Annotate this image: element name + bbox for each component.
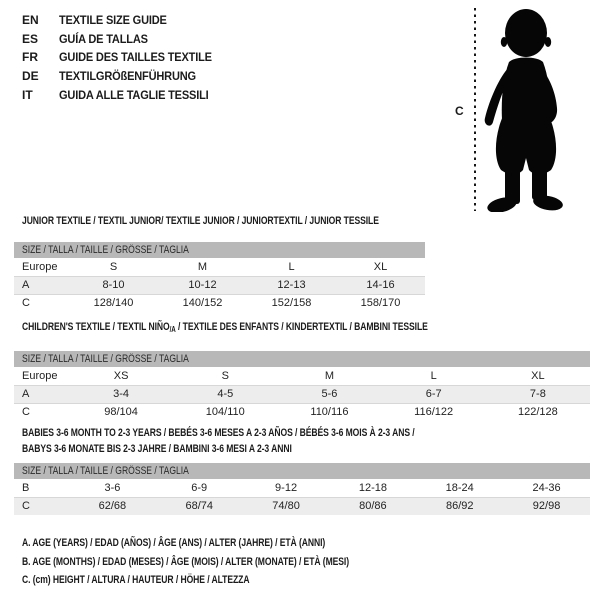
language-row (22, 30, 225, 49)
size-header-text: SIZE / TALLA / TAILLE / GRÖSSE / TAGLIA (22, 465, 189, 477)
row-label: Europe (14, 367, 69, 385)
row-value: M (277, 367, 381, 385)
baby-silhouette-icon (480, 6, 572, 212)
row-value: 68/74 (156, 497, 243, 515)
row-value: 152/158 (271, 297, 312, 310)
row-value: 6-7 (382, 385, 486, 403)
size-header-cell (14, 242, 425, 258)
row-value: 104/110 (205, 406, 245, 419)
section-title-text: /A (169, 325, 176, 334)
row-label: Europe (14, 258, 69, 276)
section-title-line (22, 425, 465, 441)
row-value: 6-9 (156, 479, 243, 497)
section-title-line (22, 319, 465, 338)
section-title-text: JUNIOR TEXTILE / TEXTIL JUNIOR/ TEXTILE JUNIOR / JUNIORTEXTIL / JUNIOR TESSILE (22, 215, 379, 227)
row-value: S (69, 258, 158, 276)
table-row (14, 403, 590, 421)
language-title: TEXTILGRÖßENFÜHRUNG (59, 69, 196, 84)
row-value: 3-4 (69, 385, 173, 403)
row-value: 18-24 (416, 479, 503, 497)
size-header-bar (14, 351, 590, 367)
row-label: B (14, 479, 69, 497)
size-guide-table (14, 242, 425, 312)
table-slot (14, 242, 480, 312)
size-guide-table (14, 463, 590, 515)
row-value: 110/116 (310, 406, 349, 419)
note-line: A. AGE (YEARS) / EDAD (AÑOS) / ÂGE (ANS) / ALTER (JAHRE) / ETÀ (ANNI) (22, 537, 326, 549)
language-row (22, 48, 225, 67)
row-value: 62/68 (69, 497, 156, 515)
row-value: 116/122 (414, 406, 454, 419)
row-value: 122/128 (517, 406, 558, 419)
row-value: 86/92 (416, 497, 503, 515)
table-row (14, 497, 590, 515)
size-header-cell (14, 351, 590, 367)
table-row (14, 276, 425, 294)
row-value: S (173, 367, 277, 385)
table-row (14, 258, 425, 276)
table-row (14, 294, 425, 312)
row-value: 80/86 (329, 497, 416, 515)
section-title-line (22, 441, 465, 457)
junior-textile-section (14, 213, 480, 312)
row-value: 5-6 (277, 385, 381, 403)
section-title-text: BABIES 3-6 MONTH TO 2-3 YEARS / BEBÉS 3-6 MESES A 2-3 AÑOS / BÉBÉS 3-6 MOIS À 2-3 ANS / (22, 427, 415, 439)
language-row (22, 85, 225, 104)
row-value: 140/152 (182, 297, 223, 310)
table-row (14, 367, 590, 385)
row-label: C (14, 497, 69, 515)
language-code: FR (22, 50, 38, 65)
language-code: IT (22, 87, 33, 102)
table-slot (14, 463, 590, 515)
row-value: 7-8 (486, 385, 590, 403)
row-value: L (382, 367, 486, 385)
section-title-text: / TEXTILE DES ENFANTS / KINDERTEXTIL / BAMBINI TESSILE (175, 321, 428, 333)
language-list (22, 11, 225, 104)
row-value: XL (486, 367, 590, 385)
row-value: 92/98 (503, 497, 590, 515)
language-code: EN (22, 13, 39, 28)
section-title (22, 213, 480, 229)
notes-list (22, 534, 441, 590)
row-label: C (22, 406, 30, 419)
language-code: DE (22, 69, 39, 84)
row-value: 128/140 (93, 297, 134, 310)
language-title: GUIDA ALLE TAGLIE TESSILI (59, 87, 209, 102)
row-value: 8-10 (69, 276, 158, 294)
table-slot (14, 351, 590, 421)
row-value: M (158, 258, 247, 276)
size-header-text: SIZE / TALLA / TAILLE / GRÖSSE / TAGLIA (22, 353, 189, 365)
table-row (14, 479, 590, 497)
row-value: 3-6 (69, 479, 156, 497)
table-row (14, 385, 590, 403)
section-title (22, 319, 590, 338)
row-value: XS (69, 367, 173, 385)
section-title (22, 425, 590, 457)
row-value: 14-16 (336, 276, 425, 294)
dotted-measure-line (474, 8, 476, 211)
size-header-text: SIZE / TALLA / TAILLE / GRÖSSE / TAGLIA (22, 244, 189, 256)
section-title-line (22, 213, 379, 229)
row-value: 158/170 (360, 297, 401, 310)
figure-height-label: C (455, 104, 464, 118)
section-title-text: CHILDREN'S TEXTILE / TEXTIL NIÑO (22, 321, 170, 333)
row-value: 10-12 (158, 276, 247, 294)
babies-textile-section (14, 425, 590, 515)
row-label: A (14, 276, 69, 294)
row-value: 4-5 (173, 385, 277, 403)
row-value: 98/104 (104, 406, 138, 419)
row-label: A (14, 385, 69, 403)
row-value: 12-13 (247, 276, 336, 294)
row-value: 24-36 (503, 479, 590, 497)
language-title: GUÍA DE TALLAS (59, 31, 148, 46)
note-line: C. (cm) HEIGHT / ALTURA / HAUTEUR / HÖHE / ALTEZZA (22, 574, 250, 586)
language-row (22, 67, 225, 86)
row-label: C (22, 297, 30, 310)
size-header-cell (14, 463, 590, 479)
language-code: ES (22, 31, 39, 46)
size-header-bar (14, 463, 590, 479)
size-guide-table (14, 351, 590, 421)
note-line: B. AGE (MONTHS) / EDAD (MESES) / ÂGE (MOIS) / ALTER (MONATE) / ETÀ (MESI) (22, 555, 350, 568)
size-header-bar (14, 242, 425, 258)
row-value: 9-12 (243, 479, 330, 497)
childrens-textile-section (14, 319, 590, 421)
language-title: TEXTILE SIZE GUIDE (59, 13, 167, 28)
section-title-text: BABYS 3-6 MONATE BIS 2-3 JAHRE / BAMBINI 3-6 MESI A 2-3 ANNI (22, 443, 292, 455)
row-value: XL (336, 258, 425, 276)
language-row (22, 11, 225, 30)
row-value: 74/80 (243, 497, 330, 515)
row-value: 12-18 (329, 479, 416, 497)
row-value: L (247, 258, 336, 276)
language-title: GUIDE DES TAILLES TEXTILE (59, 50, 212, 65)
